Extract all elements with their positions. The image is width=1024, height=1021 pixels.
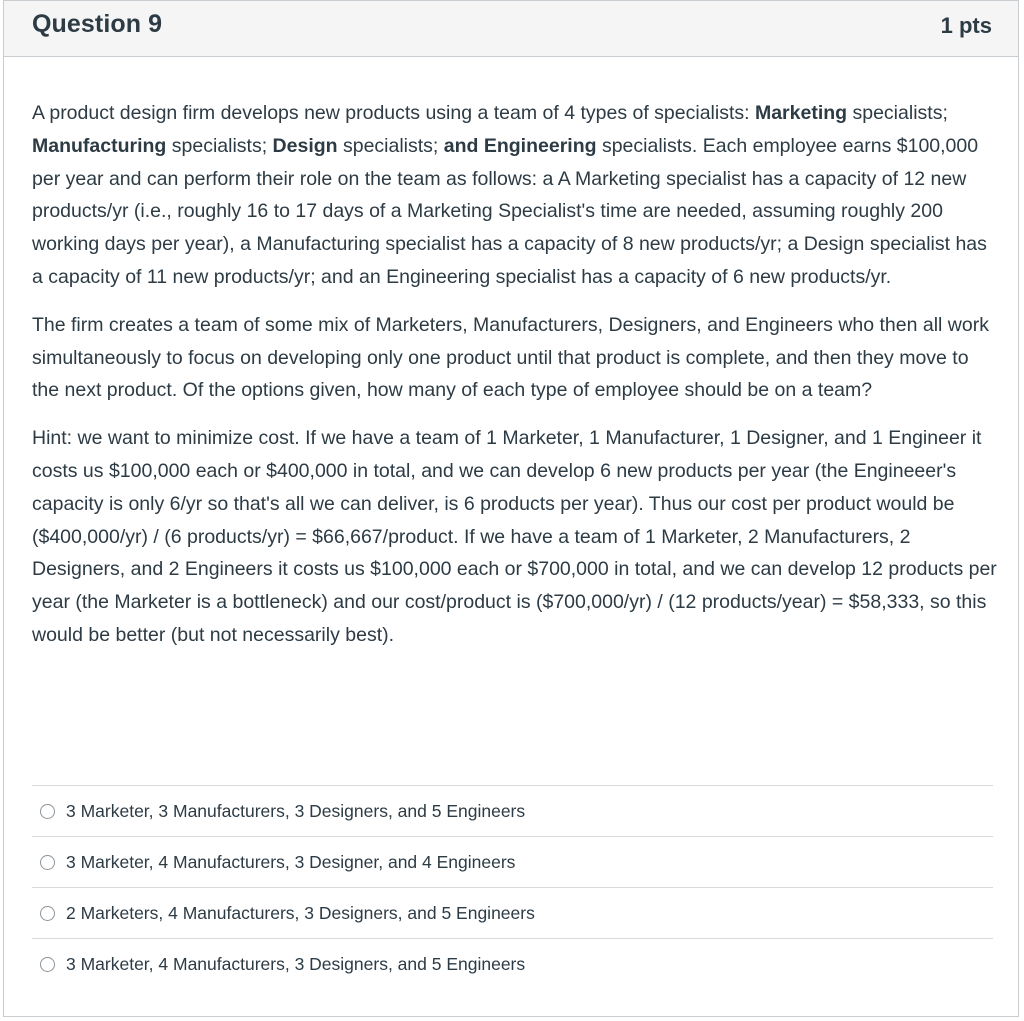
text-segment: specialists; xyxy=(337,134,444,157)
text-segment: specialists. Each employee earns $100,000 per year and can perform their role on the team as follows: a A Marketing specialist has a capacity of 12 new products/yr (i.e., roughly 16 to 17 days of a Marketing Specialist's time are needed, assuming roughly 200 working days per year), a Manufacturing specialist has a capacity of 8 new products/yr; a Design specialist has a capacity of 11 new products/yr; and an Engineering specialist has a capacity of 6 new products/yr. xyxy=(32,134,987,288)
answer-option[interactable] xyxy=(32,785,993,836)
answer-label[interactable]: 2 Marketers, 4 Manufacturers, 3 Designers, and 5 Engineers xyxy=(66,902,535,923)
question-paragraph-2: The firm creates a team of some mix of Marketers, Manufacturers, Designers, and Engineers who then all work simultaneously to focus on developing only one product until that product is complete, and then they move to the next product. Of the options given, how many of each type of employee should be on a team? xyxy=(32,313,989,402)
answer-option[interactable] xyxy=(32,887,993,938)
answer-label[interactable]: 3 Marketer, 4 Manufacturers, 3 Designer, and 4 Engineers xyxy=(66,851,516,872)
question-text xyxy=(32,97,998,667)
bold-design: Design xyxy=(272,134,338,157)
question-hint: Hint: we want to minimize cost. If we have a team of 1 Marketer, 1 Manufacturer, 1 Designer, and 1 Engineer it costs us $100,000 each or $400,000 in total, and we can develop 6 new products per year (the Engineeer's capacity is only 6/yr so that's all we can deliver, is 6 products per year). Thus our cost per product would be ($400,000/yr) / (6 products/yr) = $66,667/product. If we have a team of 1 Marketer, 2 Manufacturers, 2 Designers, and 2 Engineers it costs us $100,000 each or $700,000 in total, and we can develop 12 products per year (the Marketer is a bottleneck) and our cost/product is ($700,000/yr) / (12 products/year) = $58,333, so this would be better (but not necessarily best). xyxy=(32,427,997,646)
bold-manufacturing: Manufacturing xyxy=(32,134,167,157)
radio-button[interactable] xyxy=(40,957,55,972)
question-card xyxy=(3,0,1019,1017)
bold-marketing: Marketing xyxy=(754,102,848,124)
radio-button[interactable] xyxy=(40,906,55,921)
bold-engineering: and Engineering xyxy=(443,134,597,157)
question-points: 1 pts xyxy=(940,13,992,38)
question-title: Question 9 xyxy=(32,10,163,38)
answer-option[interactable] xyxy=(32,938,993,989)
answer-option[interactable] xyxy=(32,836,993,887)
question-paragraph-1 xyxy=(32,97,998,294)
radio-button[interactable] xyxy=(40,804,55,819)
answer-label[interactable]: 3 Marketer, 3 Manufacturers, 3 Designers, and 5 Engineers xyxy=(66,800,526,821)
radio-button[interactable] xyxy=(40,855,55,870)
question-header xyxy=(4,1,1018,57)
text-segment: specialists; xyxy=(847,102,948,124)
answer-list xyxy=(32,785,993,989)
answer-label[interactable]: 3 Marketer, 4 Manufacturers, 3 Designers, and 5 Engineers xyxy=(66,953,526,974)
text-segment: A product design firm develops new products using a team of 4 types of specialists: xyxy=(32,102,755,124)
text-segment: specialists; xyxy=(166,134,273,157)
